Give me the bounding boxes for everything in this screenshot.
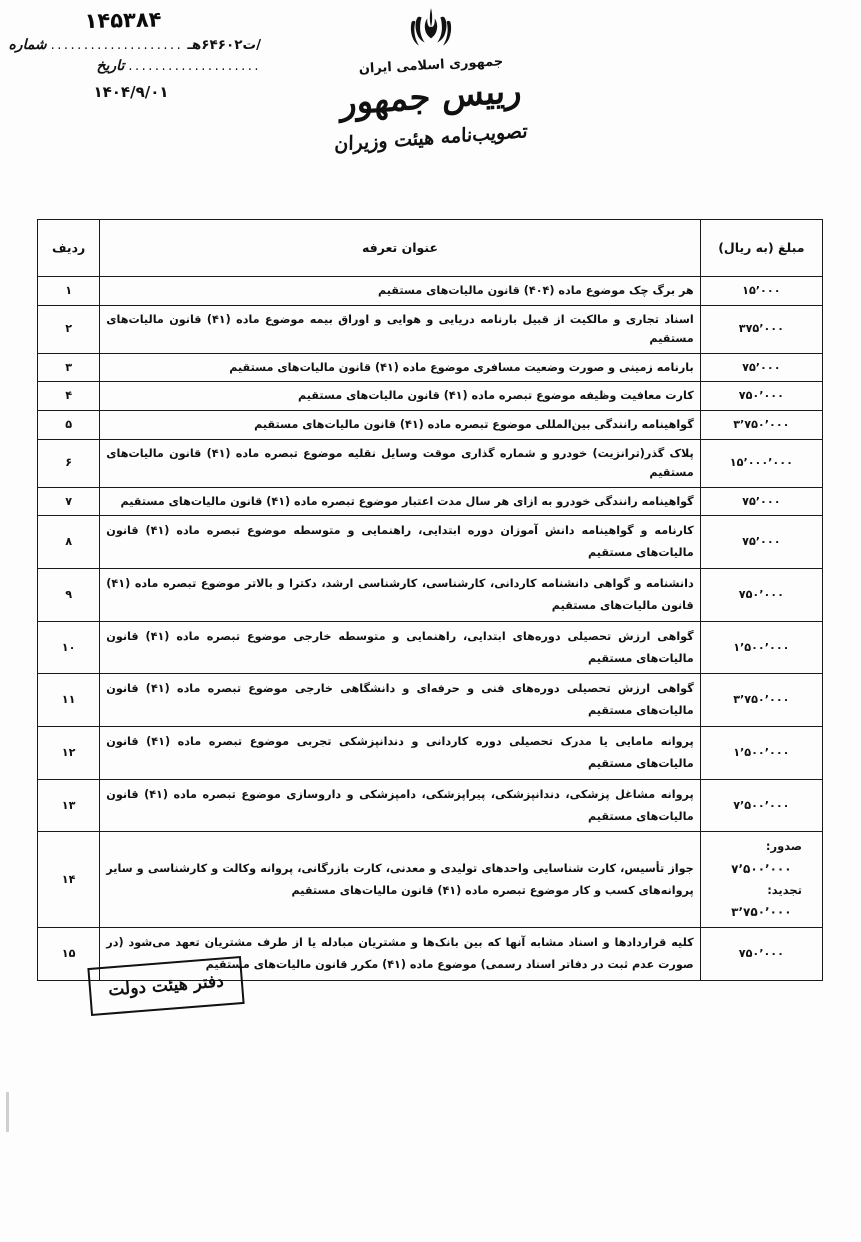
amount-renew-value: ۳٬۷۵۰٬۰۰۰	[731, 905, 792, 920]
table-header-row	[38, 220, 823, 277]
cell-row-number: ۱۰	[38, 621, 100, 674]
cell-row-number: ۱۳	[38, 779, 100, 832]
cell-amount: ۷۵۰٬۰۰۰	[700, 928, 822, 981]
cell-row-number: ۱۵	[38, 928, 100, 981]
cell-amount: ۷۵٬۰۰۰	[700, 516, 822, 569]
cabinet-office-stamp-text: دفتر هیئت دولت	[107, 971, 225, 1001]
cell-tariff-title: گواهینامه رانندگی خودرو به ازای هر سال مدت اعتبار موضوع تبصره ماده (۴۱) قانون مالیات‌های مستقیم	[100, 487, 700, 516]
cell-tariff-title: پلاک گذر(ترانزیت) خودرو و شماره گذاری موقت وسایل نقلیه موضوع تبصره ماده (۴۱) قانون مالیات‌های مستقیم	[100, 439, 700, 487]
amount-split-group	[707, 836, 816, 923]
cell-tariff-title: گواهی ارزش تحصیلی دوره‌های ابتدایی، راهنمایی و متوسطه خارجی موضوع تبصره ماده (۴۱) قانون مالیات‌های مستقیم	[100, 621, 700, 674]
cell-amount: ۳۷۵٬۰۰۰	[700, 305, 822, 353]
cell-tariff-title: هر برگ چک موضوع ماده (۴۰۴) قانون مالیات‌های مستقیم	[100, 277, 700, 306]
cell-amount: ۷۵٬۰۰۰	[700, 487, 822, 516]
table-row	[38, 382, 823, 411]
cell-row-number: ۴	[38, 382, 100, 411]
cell-tariff-title: کارنامه و گواهینامه دانش آموزان دوره ابتدایی، راهنمایی و متوسطه موضوع تبصره ماده (۴۱) قانون مالیات‌های مستقیم	[100, 516, 700, 569]
registration-date-dots: ....................	[128, 59, 261, 74]
registration-number-dots: ....................	[50, 38, 184, 53]
cell-tariff-title: بارنامه زمینی و صورت وضعیت مسافری موضوع ماده (۴۱) قانون مالیات‌های مستقیم	[100, 353, 700, 382]
cell-row-number: ۳	[38, 353, 100, 382]
cell-amount	[700, 832, 822, 928]
cell-amount: ۷۵٬۰۰۰	[700, 353, 822, 382]
cell-row-number: ۶	[38, 439, 100, 487]
letterhead-country: جمهوری اسلامی ایران	[357, 54, 504, 77]
cell-amount: ۳٬۷۵۰٬۰۰۰	[700, 410, 822, 439]
registration-handwritten-number: ۱۴۵۳۸۴	[84, 7, 162, 34]
cell-tariff-title: جواز تأسیس، کارت شناسایی واحدهای تولیدی و معدنی، کارت بازرگانی، پروانه وکالت و کارشناسی و سایر پروانه‌های کسب و کار موضوع تبصره ماده (۴۱) قانون مالیات‌های مستقیم	[100, 832, 700, 928]
cell-amount: ۱٬۵۰۰٬۰۰۰	[700, 621, 822, 674]
registration-date-label: تاریخ	[96, 58, 125, 74]
cell-amount: ۷۵۰٬۰۰۰	[700, 382, 822, 411]
cell-row-number: ۵	[38, 410, 100, 439]
header-row-no: ردیف	[38, 220, 100, 277]
cell-amount: ۱۵٬۰۰۰٬۰۰۰	[700, 439, 822, 487]
registration-number-value: /ت۶۴۶۰۲هـ	[187, 37, 261, 53]
table-row	[38, 305, 823, 353]
amount-issue-value: ۷٬۵۰۰٬۰۰۰	[731, 861, 792, 876]
table-row	[38, 832, 823, 928]
cell-tariff-title: اسناد تجاری و مالکیت از قبیل بارنامه دریایی و هوایی و اوراق بیمه موضوع ماده (۴۱) قانون مالیات‌های مستقیم	[100, 305, 700, 353]
cell-tariff-title: پروانه مشاغل پزشکی، دندانپزشکی، پیراپزشکی، دامپزشکی و داروسازی موضوع تبصره ماده (۴۱) قانون مالیات‌های مستقیم	[100, 779, 700, 832]
registration-stamp	[8, 7, 261, 101]
table-row	[38, 353, 823, 382]
table-row	[38, 727, 823, 780]
registration-date-line	[11, 58, 261, 74]
table-row	[38, 621, 823, 674]
letterhead-president-title: رییس جمهور	[339, 70, 522, 124]
cell-tariff-title: گواهینامه رانندگی بین‌المللی موضوع تبصره ماده (۴۱) قانون مالیات‌های مستقیم	[100, 410, 700, 439]
tariff-table-container	[37, 219, 823, 981]
cell-tariff-title: کارت معافیت وظیفه موضوع تبصره ماده (۴۱) قانون مالیات‌های مستقیم	[100, 382, 700, 411]
registration-date-value: ۱۴۰۴/۹/۰۱	[93, 83, 169, 101]
cell-amount: ۱۵٬۰۰۰	[700, 277, 822, 306]
cell-tariff-title: دانشنامه و گواهی دانشنامه کاردانی، کارشناسی، کارشناسی ارشد، دکترا و بالاتر موضوع تبصره ماده (۴۱) قانون مالیات‌های مستقیم	[100, 569, 700, 622]
cell-amount: ۳٬۷۵۰٬۰۰۰	[700, 674, 822, 727]
cell-row-number: ۸	[38, 516, 100, 569]
letterhead-subtitle: تصویب‌نامه هیئت وزیران	[333, 120, 528, 156]
table-row	[38, 674, 823, 727]
cell-amount: ۱٬۵۰۰٬۰۰۰	[700, 727, 822, 780]
table-row	[38, 569, 823, 622]
table-row	[38, 277, 823, 306]
cell-row-number: ۱	[38, 277, 100, 306]
table-row	[38, 439, 823, 487]
cell-row-number: ۱۱	[38, 674, 100, 727]
cell-tariff-title: پروانه مامایی یا مدرک تحصیلی دوره کاردانی و دندانپزشکی تجربی موضوع تبصره ماده (۴۱) قانون مالیات‌های مستقیم	[100, 727, 700, 780]
letterhead	[266, 6, 596, 156]
iran-emblem-icon	[405, 6, 457, 56]
scan-edge-mark	[6, 1092, 9, 1132]
registration-number-line	[8, 37, 261, 53]
cell-tariff-title: کلیه قراردادها و اسناد مشابه آنها که بین بانک‌ها و مشتریان مبادله یا از طرف مشتریان تعهد می‌شود (در صورت عدم ثبت در دفاتر اسناد رسمی) موضوع ماده (۴۱) مکرر قانون مالیات‌های مستقیم	[100, 928, 700, 981]
cell-amount: ۷۵۰٬۰۰۰	[700, 569, 822, 622]
table-row	[38, 516, 823, 569]
registration-number-label: شماره	[8, 37, 47, 53]
cell-amount: ۷٬۵۰۰٬۰۰۰	[700, 779, 822, 832]
header-tariff-title: عنوان تعرفه	[100, 220, 700, 277]
cell-row-number: ۹	[38, 569, 100, 622]
amount-issue-label: صدور:	[765, 839, 802, 854]
table-row	[38, 410, 823, 439]
tariff-table-body	[38, 277, 823, 981]
cell-row-number: ۲	[38, 305, 100, 353]
table-row	[38, 779, 823, 832]
cell-tariff-title: گواهی ارزش تحصیلی دوره‌های فنی و حرفه‌ای و دانشگاهی خارجی موضوع تبصره ماده (۴۱) قانون مالیات‌های مستقیم	[100, 674, 700, 727]
amount-renew-label: تجدید:	[767, 882, 802, 897]
table-row	[38, 487, 823, 516]
header-amount: مبلغ (به ریال)	[700, 220, 822, 277]
cell-row-number: ۱۴	[38, 832, 100, 928]
cell-row-number: ۷	[38, 487, 100, 516]
cell-row-number: ۱۲	[38, 727, 100, 780]
tariff-table	[37, 219, 823, 981]
